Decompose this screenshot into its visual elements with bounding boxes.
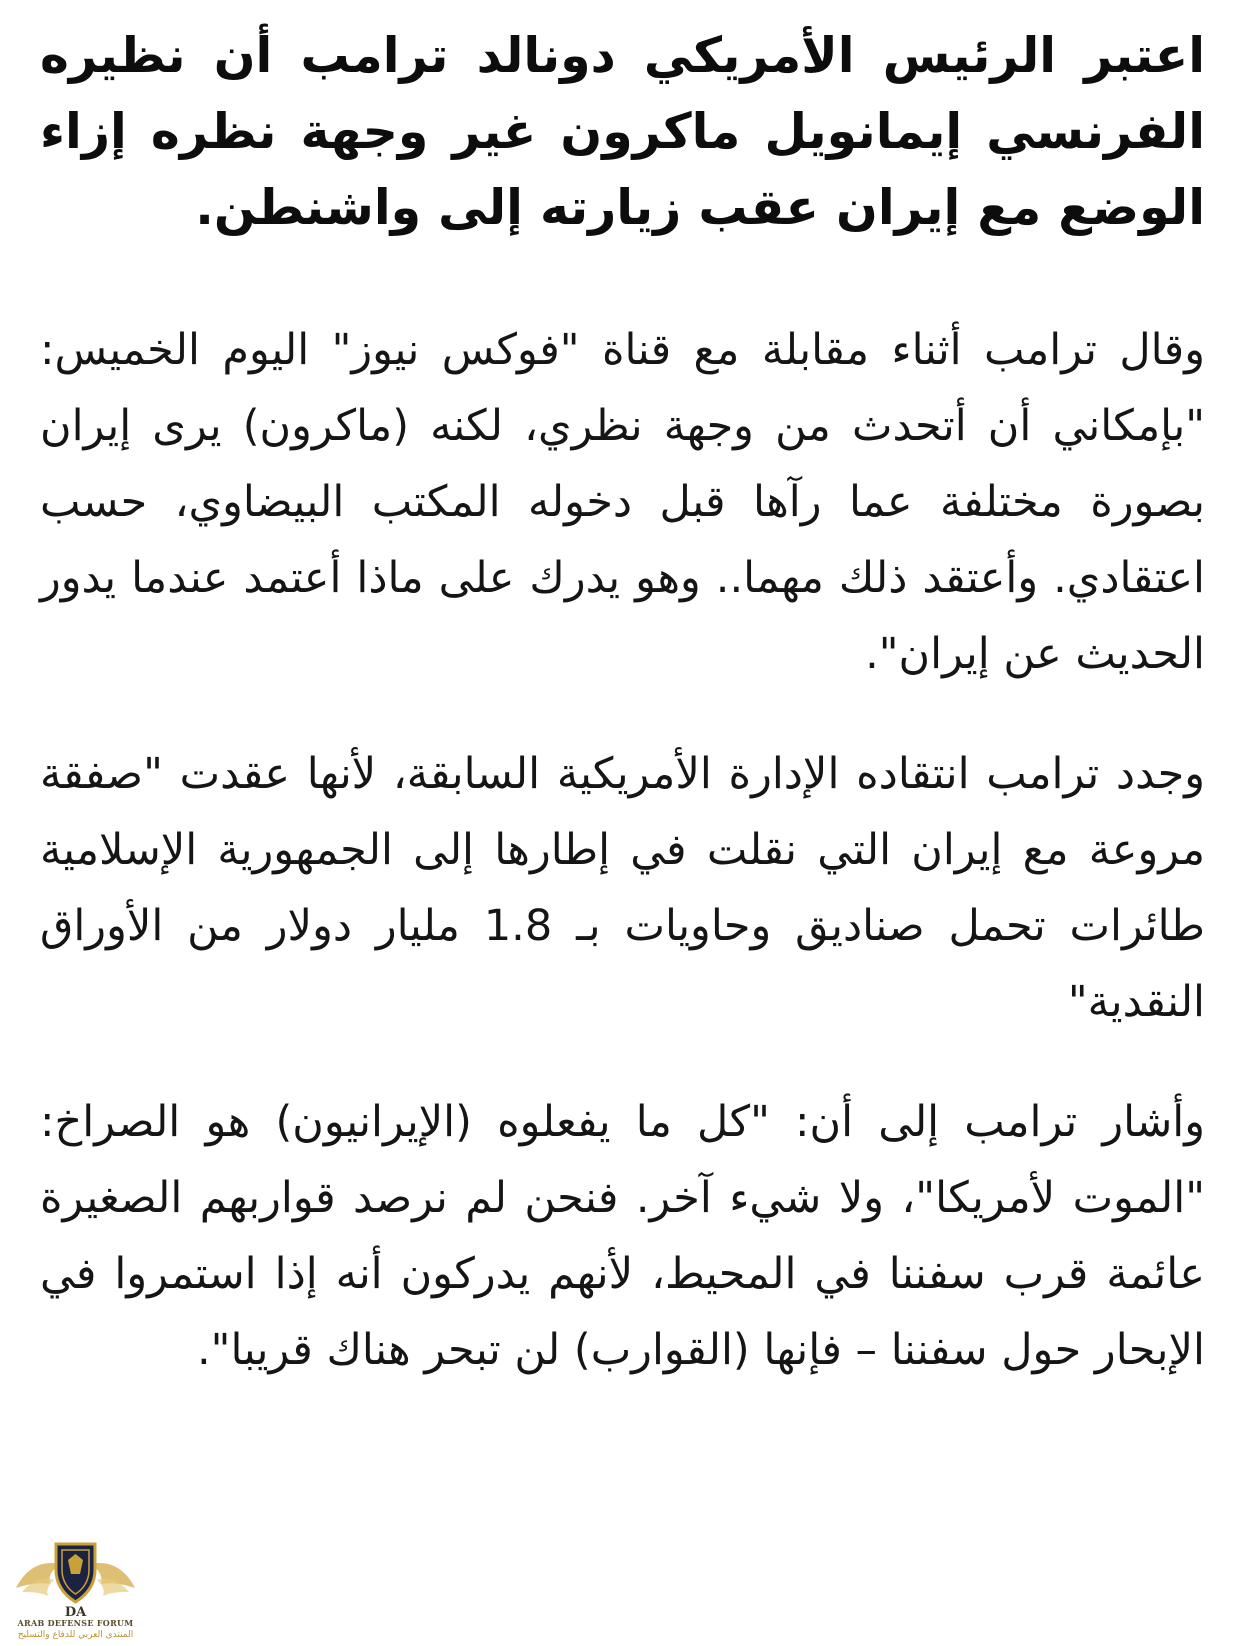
article-paragraph-3: وأشار ترامب إلى أن: "كل ما يفعلوه (الإيرانيون) هو الصراخ: "الموت لأمريكا"، ولا شيء آخر. فنحن لم نرصد قواربهم الصغيرة عائمة قرب سفننا في المحيط، لأنهم يدركون أنه إذا استمروا في الإبحار حول سفننا – فإنها (القوارب) لن تبحر هناك قريبا". [40, 1097, 1205, 1375]
arab-defense-forum-logo [8, 1530, 143, 1642]
article-paragraph-1: وقال ترامب أثناء مقابلة مع قناة "فوكس نيوز" اليوم الخميس: "بإمكاني أن أتحدث من وجهة نظري، لكنه (ماكرون) يرى إيران بصورة مختلفة عما رآها قبل دخوله المكتب البيضاوي، حسب اعتقادي. وأعتقد ذلك مهما.. وهو يدرك على ماذا أعتمد عندما يدور الحديث عن إيران". [40, 325, 1205, 679]
article [40, 18, 1205, 1432]
article-paragraph-2: وجدد ترامب انتقاده الإدارة الأمريكية السابقة، لأنها عقدت "صفقة مروعة مع إيران التي نقلت في إطارها إلى الجمهورية الإسلامية طائرات تحمل صناديق وحاويات بـ 1.8 مليار دولار من الأوراق النقدية" [40, 749, 1205, 1027]
eagle-shield-icon [8, 1530, 143, 1620]
logo-monogram: DA [64, 1605, 87, 1620]
logo-arabic-text: المنتدى العربي للدفاع والتسليح [17, 1630, 134, 1640]
logo-english-text: ARAB DEFENSE FORUM [17, 1618, 134, 1628]
article-headline: اعتبر الرئيس الأمريكي دونالد ترامب أن نظيره الفرنسي إيمانويل ماكرون غير وجهة نظره إزاء الوضع مع إيران عقب زيارته إلى واشنطن. [40, 27, 1205, 236]
